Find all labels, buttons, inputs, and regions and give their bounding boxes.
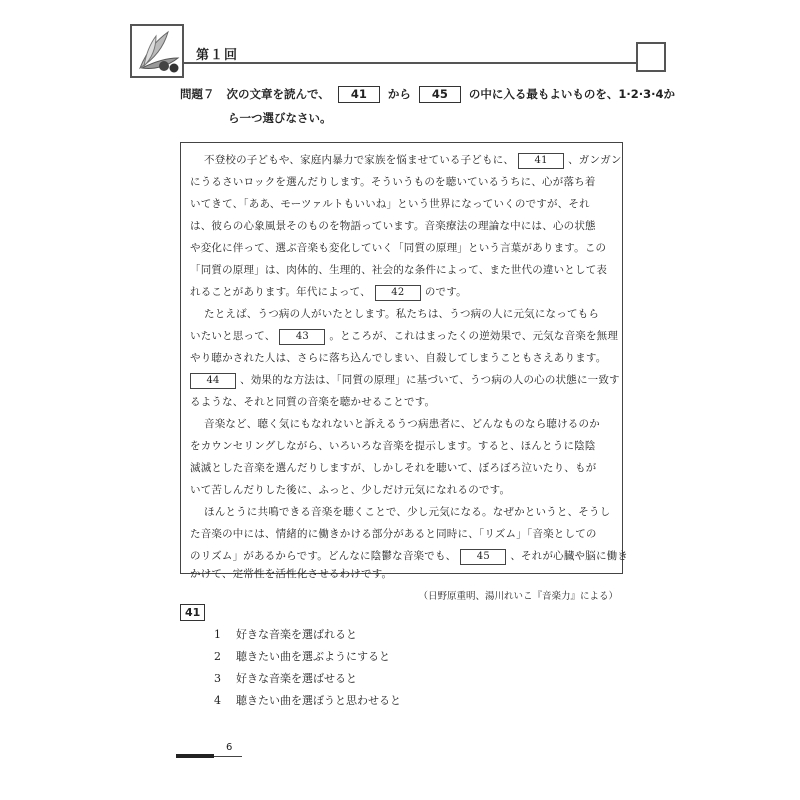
- passage-text: 、効果的な方法は、「同質の原理」に基づいて、うつ病の人の心の状態に一致す: [240, 374, 620, 386]
- passage-line: [190, 372, 620, 389]
- passage-text: のです。: [424, 286, 467, 298]
- header-corner-box: [636, 42, 666, 72]
- passage-line: た音楽の中には、情緒的に働きかける部分があると同時に、「リズム」「音楽としての: [190, 528, 597, 540]
- question-text-post: の中に入る最もよいものを、1·2·3·4か: [468, 87, 676, 101]
- passage-text: のリズム」があるからです。どんなに陰鬱な音楽でも、: [190, 550, 457, 562]
- source-citation: （日野原重明、湯川れいこ『音楽力』による）: [418, 591, 618, 602]
- answer-question-number: 41: [180, 604, 205, 621]
- question-instruction-line2: ら一つ選びなさい。: [228, 111, 332, 125]
- passage-line: 「同質の原理」は、肉体的、生理的、社会的な条件によって、また世代の違いとして表: [190, 264, 608, 276]
- question-label: 問題７: [180, 87, 215, 101]
- question-instruction-line1: [180, 86, 675, 103]
- blank-45: 45: [460, 549, 506, 565]
- passage-line: かけて、定常性を活性化させるわけです。: [190, 568, 393, 580]
- passage-text: れることがあります。年代によって、: [190, 286, 371, 298]
- passage-text: 。ところが、これはまったくの逆効果で、元気な音楽を無理: [329, 330, 619, 342]
- answer-option-1[interactable]: [214, 626, 357, 642]
- option-number: 1: [214, 628, 221, 641]
- answer-option-4[interactable]: [214, 692, 401, 708]
- passage-line: るような、それと同質の音楽を聴かせることです。: [190, 396, 436, 408]
- option-number: 2: [214, 650, 221, 663]
- passage-line: は、彼らの心象風景そのものを物語っています。音楽療法の理論な中には、心の状態: [190, 220, 596, 232]
- passage-text: 、それが心臓や脳に働き: [510, 550, 629, 562]
- footer-bar: [176, 754, 214, 758]
- passage-line: [190, 284, 467, 301]
- option-text: 聴きたい曲を選ぶようにすると: [236, 650, 390, 663]
- footer-rule: [214, 756, 242, 757]
- passage-line: をカウンセリングしながら、いろいろな音楽を提示します。すると、ほんとうに陰陰: [190, 440, 596, 452]
- blank-41: 41: [518, 153, 564, 169]
- blank-range-end: 45: [419, 86, 461, 103]
- passage-line: [204, 152, 622, 169]
- blank-range-start: 41: [338, 86, 380, 103]
- chapter-title: 第１回: [196, 48, 239, 63]
- question-text-mid: から: [387, 87, 411, 101]
- passage-line: いて苦しんだりした後に、ふっと、少しだけ元気になれるのです。: [190, 484, 511, 496]
- leaf-emblem-icon: [134, 28, 182, 74]
- answer-option-2[interactable]: [214, 648, 390, 664]
- passage-text: 不登校の子どもや、家庭内暴力で家族を悩ませている子どもに、: [204, 154, 515, 166]
- passage-line: [190, 328, 618, 345]
- blank-42: 42: [375, 285, 421, 301]
- passage-text: いたいと思って、: [190, 330, 276, 342]
- passage-line: ほんとうに共鳴できる音楽を聴くことで、少し元気になる。なぜかというと、そうし: [204, 506, 611, 518]
- blank-44: 44: [190, 373, 236, 389]
- passage-line: 滅滅とした音楽を選んだりしますが、しかしそれを聴いて、ぼろぼろ泣いたり、もが: [190, 462, 597, 474]
- option-number: 3: [214, 672, 221, 685]
- passage-line: [190, 548, 628, 565]
- passage-line: やり聴かされた人は、さらに落ち込んでしまい、自殺してしまうこともさえあります。: [190, 352, 607, 364]
- passage-line: や変化に伴って、選ぶ音楽も変化していく「同質の原理」という言葉があります。この: [190, 242, 607, 254]
- passage-line: 音楽など、聴く気にもなれないと訴えるうつ病患者に、どんなものなら聴けるのか: [204, 418, 600, 430]
- option-text: 聴きたい曲を選ぼうと思わせると: [236, 694, 401, 707]
- option-text: 好きな音楽を選ばれると: [236, 628, 357, 641]
- passage-line: いてきて、「ああ、モーツァルトもいいね」という世界になっていくのですが、それ: [190, 198, 590, 210]
- header-rule: [184, 62, 636, 64]
- blank-43: 43: [279, 329, 325, 345]
- passage-line: たとえば、うつ病の人がいたとします。私たちは、うつ病の人に元気になってもら: [204, 308, 600, 320]
- question-text-pre: 次の文章を読んで、: [226, 87, 330, 101]
- passage-line: にうるさいロックを選んだりします。そういうものを聴いているうちに、心が落ち着: [190, 176, 596, 188]
- option-text: 好きな音楽を選ばせると: [236, 672, 357, 685]
- passage-text: 、ガンガン: [568, 154, 622, 166]
- answer-option-3[interactable]: [214, 670, 357, 686]
- page-number: 6: [226, 742, 233, 753]
- option-number: 4: [214, 694, 221, 707]
